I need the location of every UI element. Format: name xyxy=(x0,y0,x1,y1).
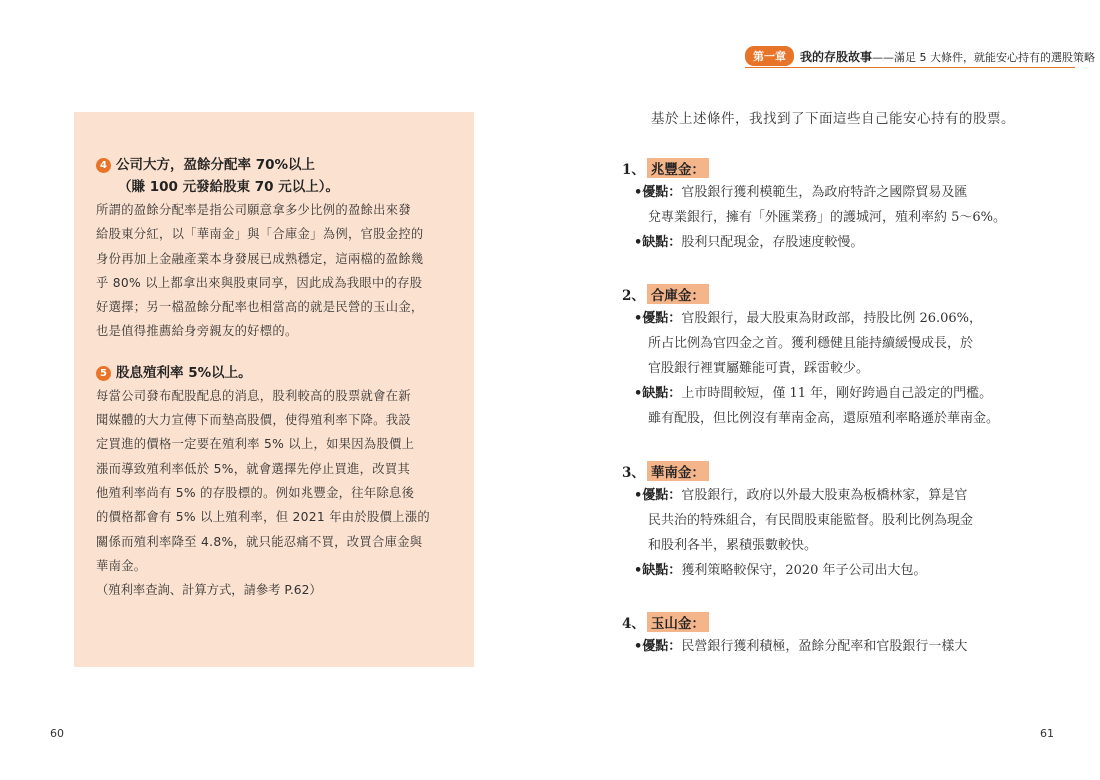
section-5-body: 每當公司發布配股配息的消息，股利較高的股票就會在新 聞媒體的大力宣傳下而墊高股價，使得殖利率下降。我設 定買進的價格一定要在殖利率 5% 以上，如果因為股價上 漲而導致殖利率低於 5%，就會選擇先停止買進，改買其 他殖利率尚有 5% 的存股標的。例如兆豐金，往年除息後 的價格都會有 5% 以上殖利率，但 2021 年由於股價上漲的 關係而殖利率降至 4.8%，就只能忍痛不買，改買合庫金與 華南金。 xyxy=(96,388,430,573)
stock-item xyxy=(622,610,1062,659)
stock-name-highlight: 合庫金： xyxy=(647,284,709,304)
number-badge-4: 4 xyxy=(96,158,111,173)
stock-item xyxy=(622,156,1062,255)
stock-title: 3、 華南金： xyxy=(622,459,1062,483)
pros-point: •優點：官股銀行，政府以外最大股東為板橋林家，算是官 民共治的特殊組合，有民間股東能監督。股利比例為現金 和股利各半，累積張數較快。 xyxy=(634,488,974,553)
cons-point: •缺點：獲利策略較保守，2020 年子公司出大包。 xyxy=(634,563,927,578)
stock-name-highlight: 兆豐金： xyxy=(647,158,709,178)
pros-point: •優點：官股銀行，最大股東為財政部，持股比例 26.06%， 所占比例為官四金之首。獲利穩健且能持續緩慢成長，於 官股銀行裡實屬難能可貴，踩雷較少。 xyxy=(634,311,983,376)
cons-point: •缺點：股利只配現金，存股速度較慢。 xyxy=(634,235,864,250)
reference-note: （殖利率查詢、計算方式，請參考 P.62） xyxy=(96,583,322,598)
section-4-heading: 4 公司大方，盈餘分配率 70%以上 xyxy=(96,154,458,176)
cons-point: •缺點：上市時間較短，僅 11 年，剛好跨過自己設定的門檻。 雖有配股，但比例沒有華南金高，還原殖利率略遜於華南金。 xyxy=(634,386,1000,426)
stock-title: 4、 玉山金： xyxy=(622,610,1062,634)
stock-title: 1、 兆豐金： xyxy=(622,156,1062,180)
stock-title: 2、 合庫金： xyxy=(622,282,1062,306)
pros-point: •優點：民營銀行獲利積極，盈餘分配率和官股銀行一樣大 xyxy=(634,639,968,654)
page-number-right: 61 xyxy=(1040,727,1054,740)
chapter-tag: 第一章 xyxy=(745,46,794,66)
intro-text: 基於上述條件，我找到了下面這些自己能安心持有的股票。 xyxy=(651,111,1015,127)
stock-name-highlight: 華南金： xyxy=(647,461,709,481)
stock-item xyxy=(622,282,1062,431)
section-4-body: 所謂的盈餘分配率是指公司願意拿多少比例的盈餘出來發 給股東分紅，以「華南金」與「合庫金」為例，官股金控的 身份再加上金融產業本身發展已成熟穩定，這兩檔的盈餘幾 乎 80% 以上都拿出來與股東同享，因此成為我眼中的存股 好選擇；另一檔盈餘分配率也相當高的就是民營的玉山金， 也是值得推薦給身旁親友的好標的。 xyxy=(96,203,424,339)
chapter-title: 我的存股故事——滿足 5 大條件，就能安心持有的選股策略 xyxy=(800,49,1096,64)
page-number-left: 60 xyxy=(50,727,64,740)
section-4-subheading: （賺 100 元發給股東 70 元以上）。 xyxy=(118,179,340,195)
right-page xyxy=(550,0,1100,780)
stock-name-highlight: 玉山金： xyxy=(647,612,709,632)
header-divider xyxy=(745,67,1075,68)
info-box xyxy=(74,112,474,667)
chapter-header xyxy=(745,46,1095,66)
pros-point: •優點：官股銀行獲利模範生，為政府特許之國際貿易及匯 兌專業銀行，擁有「外匯業務」的護城河，殖利率約 5～6%。 xyxy=(634,185,1007,225)
stock-item xyxy=(622,459,1062,583)
number-badge-5: 5 xyxy=(96,366,111,381)
section-5-heading: 5 股息殖利率 5%以上。 xyxy=(96,362,458,384)
